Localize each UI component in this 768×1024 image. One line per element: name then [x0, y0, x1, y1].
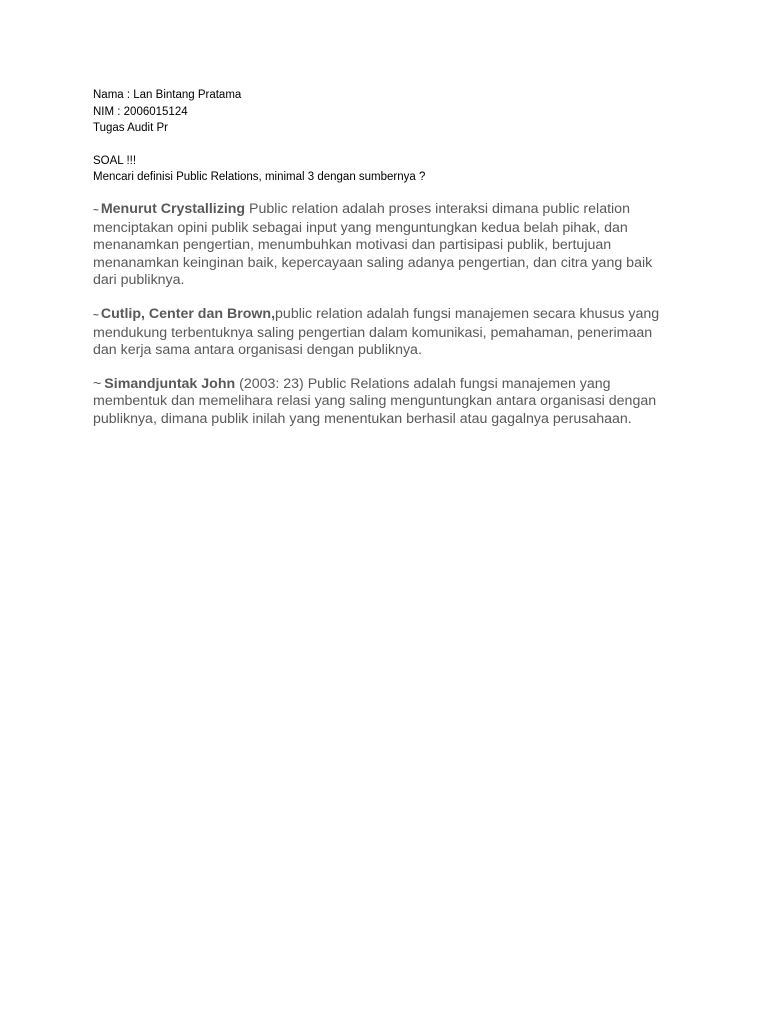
bullet-tilde: ~	[93, 309, 99, 321]
document-body	[93, 201, 678, 445]
definition-source: Cutlip, Center dan Brown,	[100, 305, 276, 322]
question-text: Mencari definisi Public Relations, minimal 3 dengan sumbernya ?	[93, 171, 426, 183]
definition-text: Public relation adalah proses interaksi dimana public relation menciptakan opini publik sebagai input yang menguntungkan kedua belah pihak, dan menanamkan pengertian, menumbuhkan motivasi dan partisipasi publik, bertujuan menanamkan keinginan baik, kepercayaan saling adanya pengertian, dan citra yang baik dari publiknya.	[93, 201, 653, 289]
definition-paragraph-1	[93, 201, 678, 290]
question-label: SOAL !!!	[93, 154, 137, 167]
student-nim: NIM : 2006015124	[93, 105, 188, 118]
student-name: Nama : Lan Bintang Pratama	[93, 89, 242, 101]
bullet-tilde: ~	[93, 375, 102, 392]
header-spacer	[93, 137, 693, 153]
definition-paragraph-2	[93, 306, 678, 360]
assignment-title: Tugas Audit Pr	[93, 122, 169, 134]
document-header	[93, 87, 693, 186]
definition-source: Simandjuntak John	[104, 375, 236, 392]
definition-source: Menurut Crystallizing	[100, 201, 246, 217]
bullet-tilde: ~	[93, 205, 99, 216]
definition-paragraph-3	[93, 376, 678, 429]
definition-text: (2003: 23) Public Relations adalah fungsi manajemen yang membentuk dan memelihara relasi yang saling menguntungkan antara organisasi dengan publiknya, dimana publik inilah yang menentukan berhasil atau gagalnya perusahaan.	[93, 375, 657, 427]
definition-text: public relation adalah fungsi manajemen secara khusus yang mendukung terbentuknya saling pengertian dalam komunikasi, pemahaman, penerimaan dan kerja sama antara organisasi dengan publiknya.	[93, 305, 660, 359]
